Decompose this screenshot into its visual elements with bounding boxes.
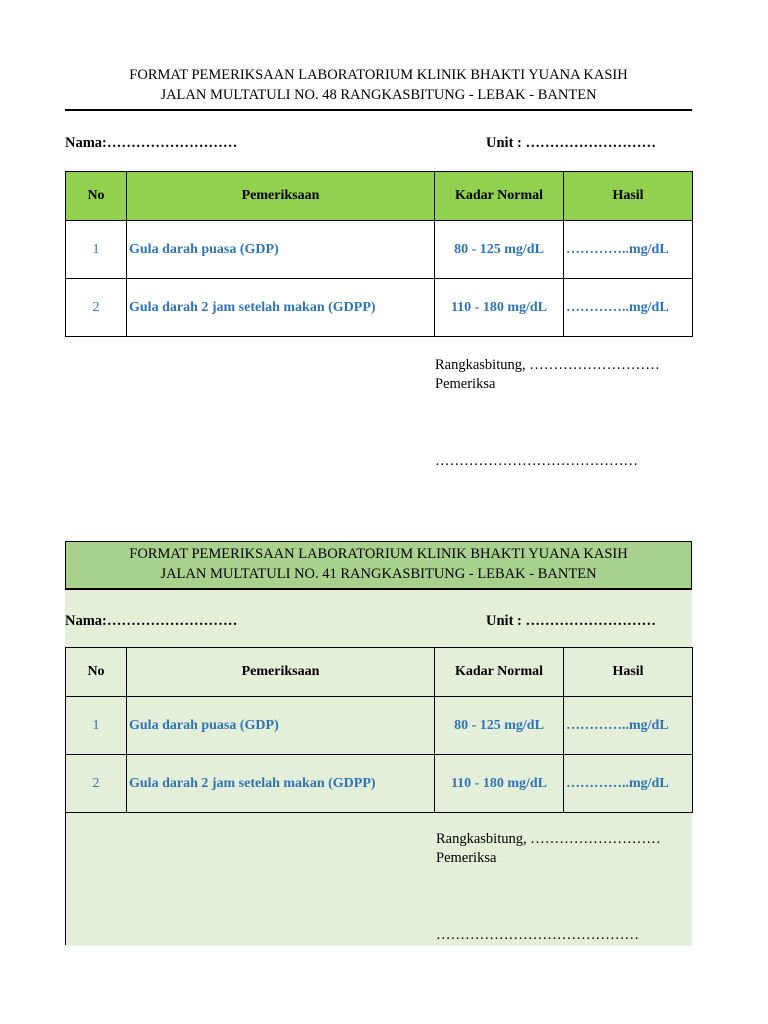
place-date-field[interactable]: Rangkasbitung, ……………………… — [435, 357, 660, 373]
exam-name: Gula darah 2 jam setelah makan (GDPP) — [127, 279, 435, 337]
result-field[interactable]: …………..mg/dL — [564, 221, 693, 279]
result-field[interactable]: …………..mg/dL — [564, 697, 693, 755]
signature-block — [65, 813, 692, 945]
signature-block — [65, 337, 692, 477]
column-header-exam: Pemeriksaan — [127, 172, 435, 221]
normal-range: 80 - 125 mg/dL — [435, 697, 564, 755]
row-number: 2 — [66, 755, 127, 813]
normal-range: 110 - 180 mg/dL — [435, 755, 564, 813]
result-field[interactable]: …………..mg/dL — [564, 755, 693, 813]
name-field[interactable]: Nama:……………………… — [65, 613, 238, 629]
clinic-address: JALAN MULTATULI NO. 48 RANGKASBITUNG - LEBAK - BANTEN — [160, 87, 597, 103]
unit-field[interactable]: Unit : ……………………… — [486, 613, 656, 629]
form-header — [65, 60, 692, 106]
table-row — [66, 221, 693, 279]
exam-name: Gula darah puasa (GDP) — [127, 221, 435, 279]
column-header-no: No — [66, 648, 127, 697]
clinic-title: FORMAT PEMERIKSAAN LABORATORIUM KLINIK BHAKTI YUANA KASIH — [129, 67, 628, 83]
table-row — [66, 697, 693, 755]
column-header-exam: Pemeriksaan — [127, 648, 435, 697]
row-number: 1 — [66, 221, 127, 279]
lab-form-top — [65, 60, 692, 477]
exam-table — [65, 171, 693, 337]
normal-range: 80 - 125 mg/dL — [435, 221, 564, 279]
result-field[interactable]: …………..mg/dL — [564, 279, 693, 337]
unit-field[interactable]: Unit : ……………………… — [486, 135, 656, 151]
table-header-row — [66, 172, 693, 221]
examiner-label: Pemeriksa — [435, 376, 496, 392]
column-header-result: Hasil — [564, 172, 693, 221]
column-header-normal: Kadar Normal — [435, 648, 564, 697]
row-number: 2 — [66, 279, 127, 337]
signature-line[interactable]: …………………………………… — [436, 927, 639, 943]
column-header-result: Hasil — [564, 648, 693, 697]
name-field[interactable]: Nama:……………………… — [65, 135, 238, 151]
patient-info-row — [65, 590, 692, 647]
lab-form-bottom — [65, 541, 692, 945]
examiner-label: Pemeriksa — [436, 850, 497, 866]
place-date-field[interactable]: Rangkasbitung, ……………………… — [436, 831, 661, 847]
clinic-address: JALAN MULTATULI NO. 41 RANGKASBITUNG - LEBAK - BANTEN — [160, 566, 597, 582]
table-row — [66, 755, 693, 813]
form-header — [65, 541, 692, 590]
clinic-title: FORMAT PEMERIKSAAN LABORATORIUM KLINIK BHAKTI YUANA KASIH — [129, 546, 628, 562]
column-header-normal: Kadar Normal — [435, 172, 564, 221]
table-header-row — [66, 648, 693, 697]
exam-name: Gula darah 2 jam setelah makan (GDPP) — [127, 755, 435, 813]
normal-range: 110 - 180 mg/dL — [435, 279, 564, 337]
exam-name: Gula darah puasa (GDP) — [127, 697, 435, 755]
row-number: 1 — [66, 697, 127, 755]
patient-info-row — [65, 111, 692, 171]
exam-table — [65, 647, 693, 813]
table-row — [66, 279, 693, 337]
column-header-no: No — [66, 172, 127, 221]
signature-line[interactable]: …………………………………… — [435, 453, 638, 469]
